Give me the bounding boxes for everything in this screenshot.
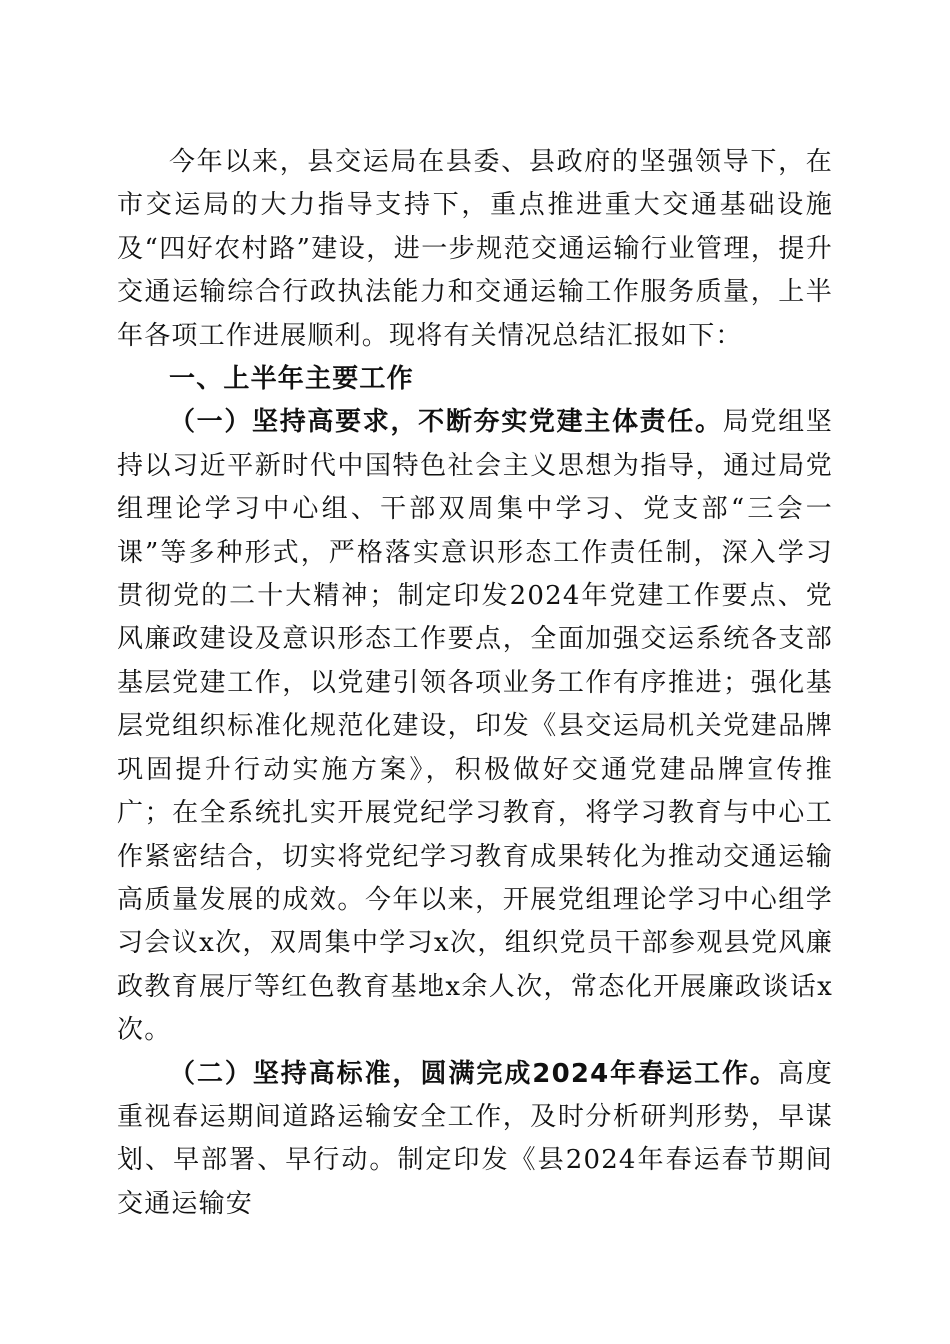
document-body bbox=[117, 141, 833, 1226]
item-2-lead: （二）坚持高标准，圆满完成2024年春运工作。 bbox=[169, 1058, 778, 1089]
item-1-paragraph bbox=[117, 401, 833, 1052]
item-1-body: 局党组坚持以习近平新时代中国特色社会主义思想为指导，通过局党组理论学习中心组、干部双周集中学习、党支部“三会一课”等多种形式，严格落实意识形态工作责任制，深入学习贯彻党的二十大精神；制定印发2024年党建工作要点、党风廉政建设及意识形态工作要点，全面加强交运系统各支部基层党建工作，以党建引领各项业务工作有序推进；强化基层党组织标准化规范化建设，印发《县交运局机关党建品牌巩固提升行动实施方案》，积极做好交通党建品牌宣传推广；在全系统扎实开展党纪学习教育，将学习教育与中心工作紧密结合，切实将党纪学习教育成果转化为推动交通运输高质量发展的成效。今年以来，开展党组理论学习中心组学习会议x次，双周集中学习x次，组织党员干部参观县党风廉政教育展厅等红色教育基地x余人次，常态化开展廉政谈话x次。 bbox=[117, 407, 833, 1046]
item-2-paragraph bbox=[117, 1053, 833, 1227]
item-2-body: 高度重视春运期间道路运输安全工作，及时分析研判形势，早谋划、早部署、早行动。制定印发《县2024年春运春节期间交通运输安 bbox=[117, 1058, 834, 1219]
intro-paragraph: 今年以来，县交运局在县委、县政府的坚强领导下，在市交运局的大力指导支持下，重点推进重大交通基础设施及“四好农村路”建设，进一步规范交通运输行业管理，提升交通运输综合行政执法能力和交通运输工作服务质量，上半年各项工作进展顺利。现将有关情况总结汇报如下： bbox=[117, 147, 833, 351]
item-1-lead: （一）坚持高要求，不断夯实党建主体责任。 bbox=[169, 407, 723, 438]
section-heading: 一、上半年主要工作 bbox=[169, 364, 414, 395]
